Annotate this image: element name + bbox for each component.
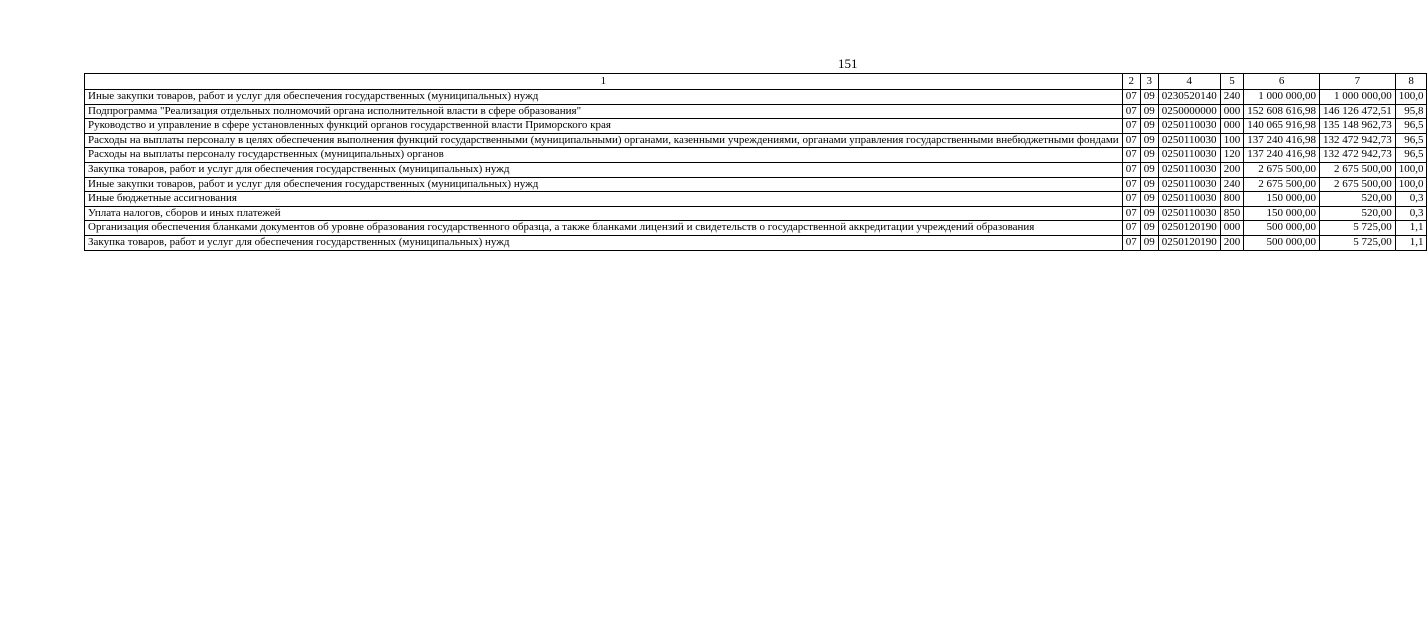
row-name-cell: Иные бюджетные ассигнования [85,192,1123,207]
target-article-cell: 0250000000 [1158,104,1220,119]
subsection-code-cell: 09 [1140,177,1158,192]
section-code-cell: 07 [1122,90,1140,105]
subsection-code-cell: 09 [1140,133,1158,148]
execution-percent-cell: 1,1 [1395,235,1427,250]
execution-percent-cell: 100,0 [1395,90,1427,105]
subsection-code-cell: 09 [1140,206,1158,221]
row-name-cell: Руководство и управление в сфере установленных функций органов государственной власти Приморского края [85,119,1123,134]
execution-percent-cell: 96,5 [1395,119,1427,134]
executed-amount-cell: 132 472 942,73 [1319,133,1395,148]
subsection-code-cell: 09 [1140,148,1158,163]
execution-percent-cell: 96,5 [1395,133,1427,148]
section-code-cell: 07 [1122,162,1140,177]
table-row [85,119,1427,134]
table-row [85,221,1427,236]
target-article-cell: 0250110030 [1158,162,1220,177]
table-row [85,133,1427,148]
row-name-cell: Расходы на выплаты персоналу в целях обеспечения выполнения функций государственными (муниципальными) органами, казенными учреждениями, органами управления государственными внебюджетными фондами [85,133,1123,148]
section-code-cell: 07 [1122,192,1140,207]
expense-type-cell: 000 [1220,104,1244,119]
table-row [85,192,1427,207]
row-name-cell: Иные закупки товаров, работ и услуг для обеспечения государственных (муниципальных) нужд [85,90,1123,105]
column-header-8: 8 [1395,74,1427,90]
section-code-cell: 07 [1122,235,1140,250]
execution-percent-cell: 95,8 [1395,104,1427,119]
expense-type-cell: 200 [1220,235,1244,250]
table-row [85,90,1427,105]
row-name-cell: Закупка товаров, работ и услуг для обеспечения государственных (муниципальных) нужд [85,235,1123,250]
executed-amount-cell: 5 725,00 [1319,221,1395,236]
row-name-cell: Организация обеспечения бланками документов об уровне образования государственного образца, а также бланками лицензий и свидетельств о государственной аккредитации учреждений образования [85,221,1123,236]
subsection-code-cell: 09 [1140,162,1158,177]
section-code-cell: 07 [1122,177,1140,192]
subsection-code-cell: 09 [1140,90,1158,105]
target-article-cell: 0250120190 [1158,221,1220,236]
subsection-code-cell: 09 [1140,104,1158,119]
column-header-2: 2 [1122,74,1140,90]
planned-amount-cell: 2 675 500,00 [1244,177,1320,192]
section-code-cell: 07 [1122,206,1140,221]
target-article-cell: 0250110030 [1158,148,1220,163]
execution-percent-cell: 0,3 [1395,206,1427,221]
expense-type-cell: 850 [1220,206,1244,221]
target-article-cell: 0250110030 [1158,177,1220,192]
planned-amount-cell: 150 000,00 [1244,192,1320,207]
executed-amount-cell: 2 675 500,00 [1319,162,1395,177]
executed-amount-cell: 2 675 500,00 [1319,177,1395,192]
subsection-code-cell: 09 [1140,235,1158,250]
planned-amount-cell: 137 240 416,98 [1244,133,1320,148]
execution-percent-cell: 1,1 [1395,221,1427,236]
section-code-cell: 07 [1122,104,1140,119]
column-header-5: 5 [1220,74,1244,90]
planned-amount-cell: 500 000,00 [1244,235,1320,250]
subsection-code-cell: 09 [1140,119,1158,134]
column-header-1: 1 [85,74,1123,90]
column-header-6: 6 [1244,74,1320,90]
table-row [85,235,1427,250]
expense-type-cell: 100 [1220,133,1244,148]
table-row [85,206,1427,221]
column-header-4: 4 [1158,74,1220,90]
executed-amount-cell: 146 126 472,51 [1319,104,1395,119]
expense-type-cell: 200 [1220,162,1244,177]
target-article-cell: 0230520140 [1158,90,1220,105]
planned-amount-cell: 2 675 500,00 [1244,162,1320,177]
subsection-code-cell: 09 [1140,192,1158,207]
target-article-cell: 0250110030 [1158,206,1220,221]
target-article-cell: 0250110030 [1158,133,1220,148]
planned-amount-cell: 140 065 916,98 [1244,119,1320,134]
planned-amount-cell: 137 240 416,98 [1244,148,1320,163]
execution-percent-cell: 96,5 [1395,148,1427,163]
table-row [85,148,1427,163]
expense-type-cell: 800 [1220,192,1244,207]
target-article-cell: 0250120190 [1158,235,1220,250]
expense-type-cell: 000 [1220,221,1244,236]
table-row [85,177,1427,192]
page-number: 151 [838,56,858,71]
executed-amount-cell: 132 472 942,73 [1319,148,1395,163]
section-code-cell: 07 [1122,133,1140,148]
execution-percent-cell: 100,0 [1395,177,1427,192]
planned-amount-cell: 500 000,00 [1244,221,1320,236]
row-name-cell: Уплата налогов, сборов и иных платежей [85,206,1123,221]
planned-amount-cell: 1 000 000,00 [1244,90,1320,105]
column-header-7: 7 [1319,74,1395,90]
row-name-cell: Иные закупки товаров, работ и услуг для обеспечения государственных (муниципальных) нужд [85,177,1123,192]
budget-table [84,73,1427,251]
target-article-cell: 0250110030 [1158,119,1220,134]
execution-percent-cell: 100,0 [1395,162,1427,177]
planned-amount-cell: 152 608 616,98 [1244,104,1320,119]
executed-amount-cell: 520,00 [1319,192,1395,207]
executed-amount-cell: 5 725,00 [1319,235,1395,250]
column-header-3: 3 [1140,74,1158,90]
executed-amount-cell: 1 000 000,00 [1319,90,1395,105]
execution-percent-cell: 0,3 [1395,192,1427,207]
section-code-cell: 07 [1122,148,1140,163]
subsection-code-cell: 09 [1140,221,1158,236]
table-row [85,104,1427,119]
executed-amount-cell: 520,00 [1319,206,1395,221]
expense-type-cell: 240 [1220,90,1244,105]
expense-type-cell: 120 [1220,148,1244,163]
table-header-row [85,74,1427,90]
section-code-cell: 07 [1122,221,1140,236]
executed-amount-cell: 135 148 962,73 [1319,119,1395,134]
expense-type-cell: 000 [1220,119,1244,134]
expense-type-cell: 240 [1220,177,1244,192]
row-name-cell: Расходы на выплаты персоналу государственных (муниципальных) органов [85,148,1123,163]
table-row [85,162,1427,177]
section-code-cell: 07 [1122,119,1140,134]
row-name-cell: Подпрограмма "Реализация отдельных полномочий органа исполнительной власти в сфере образования" [85,104,1123,119]
planned-amount-cell: 150 000,00 [1244,206,1320,221]
row-name-cell: Закупка товаров, работ и услуг для обеспечения государственных (муниципальных) нужд [85,162,1123,177]
target-article-cell: 0250110030 [1158,192,1220,207]
